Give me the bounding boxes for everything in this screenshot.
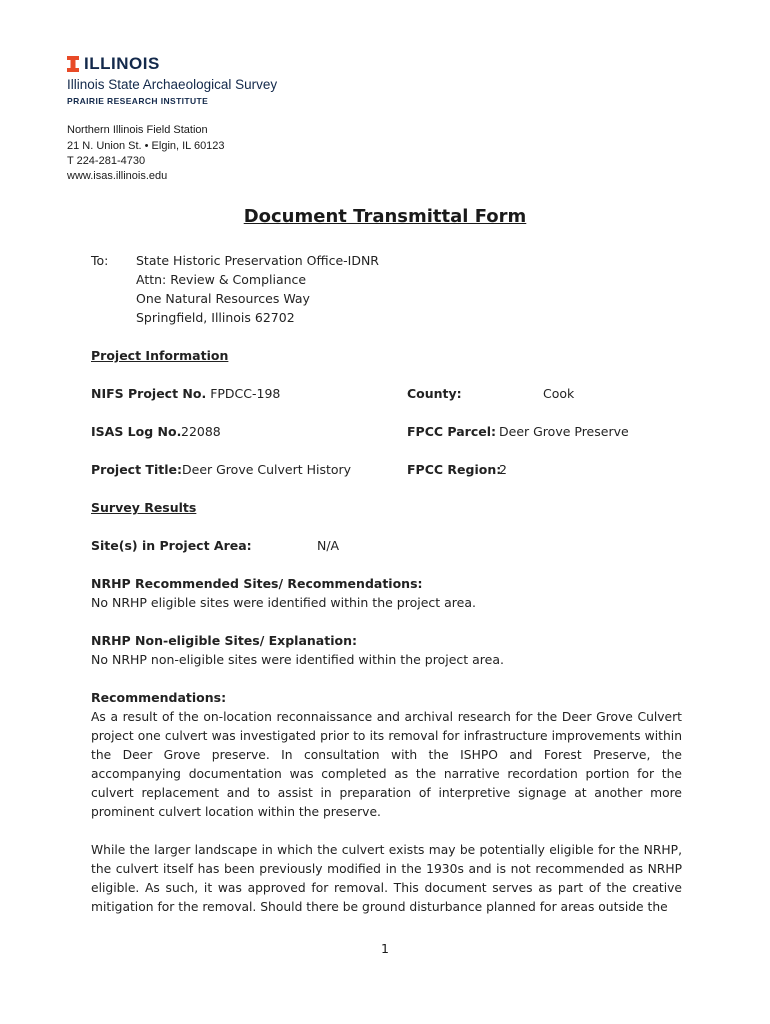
recommendations-heading: Recommendations:: [91, 690, 227, 705]
county-value: Cook: [543, 386, 575, 401]
organization-name: Illinois State Archaeological Survey: [67, 77, 278, 92]
page-number: 1: [381, 941, 389, 956]
recipient-line: State Historic Preservation Office-IDNR: [136, 253, 379, 268]
to-label: To:: [91, 253, 109, 268]
project-title-value: Deer Grove Culvert History: [182, 462, 352, 477]
parcel-label: FPCC Parcel:: [407, 424, 496, 439]
recommendations-paragraph: While the larger landscape in which the culvert exists may be potentially eligible for the NRHP, the culvert itself has been previously modified in the 1930s and is not recommended as NRHP eligible. As such, it was approved for removal. This document serves as part of the creative mitigation for the removal. Should there be ground disturbance planned for areas outside the: [91, 843, 682, 914]
address-website[interactable]: www.isas.illinois.edu: [67, 170, 168, 182]
survey-results-heading: Survey Results: [91, 500, 197, 515]
recommendations-paragraph: As a result of the on-location reconnaissance and archival research for the Deer Grove Culvert project one culvert was investigated prior to its removal for infrastructure improvements within the Deer Grove preserve. In consultation with the ISHPO and Forest Preserve, the accompanying documentation was completed as the narrative recordation portion for the culvert replacement and to assist in preparation of interpretive signage at another more prominent culvert location within the preserve.: [91, 710, 682, 819]
recipient-line: One Natural Resources Way: [136, 291, 310, 306]
logo-wordmark: ILLINOIS: [84, 54, 160, 73]
nifs-value: FPDCC-198: [210, 386, 281, 401]
region-value: 2: [499, 462, 507, 477]
sites-label: Site(s) in Project Area:: [91, 538, 252, 553]
illinois-block-i-icon: [67, 56, 79, 72]
parcel-value: Deer Grove Preserve: [499, 424, 629, 439]
document-title: Document Transmittal Form: [243, 206, 527, 227]
recipient-line: Springfield, Illinois 62702: [136, 310, 295, 325]
county-label: County:: [407, 386, 462, 401]
isas-label: ISAS Log No.: [91, 424, 182, 439]
nrhp-non-eligible-text: No NRHP non-eligible sites were identified within the project area.: [91, 652, 504, 667]
recipient-line: Attn: Review & Compliance: [136, 272, 307, 287]
nrhp-recommended-text: No NRHP eligible sites were identified within the project area.: [91, 595, 476, 610]
nifs-label: NIFS Project No.: [91, 386, 207, 401]
address-street: 21 N. Union St. • Elgin, IL 60123: [67, 140, 225, 152]
project-info-heading: Project Information: [91, 348, 229, 363]
region-label: FPCC Region:: [407, 462, 502, 477]
address-phone: T 224-281-4730: [67, 155, 146, 167]
nrhp-non-eligible-heading: NRHP Non-eligible Sites/ Explanation:: [91, 633, 357, 648]
isas-value: 22088: [181, 424, 221, 439]
address-station: Northern Illinois Field Station: [67, 124, 208, 136]
sites-value: N/A: [317, 538, 340, 553]
institute-name: PRAIRIE RESEARCH INSTITUTE: [67, 96, 209, 106]
nifs-project-row: [91, 386, 280, 401]
project-title-label: Project Title:: [91, 462, 182, 477]
nrhp-recommended-heading: NRHP Recommended Sites/ Recommendations:: [91, 576, 423, 591]
